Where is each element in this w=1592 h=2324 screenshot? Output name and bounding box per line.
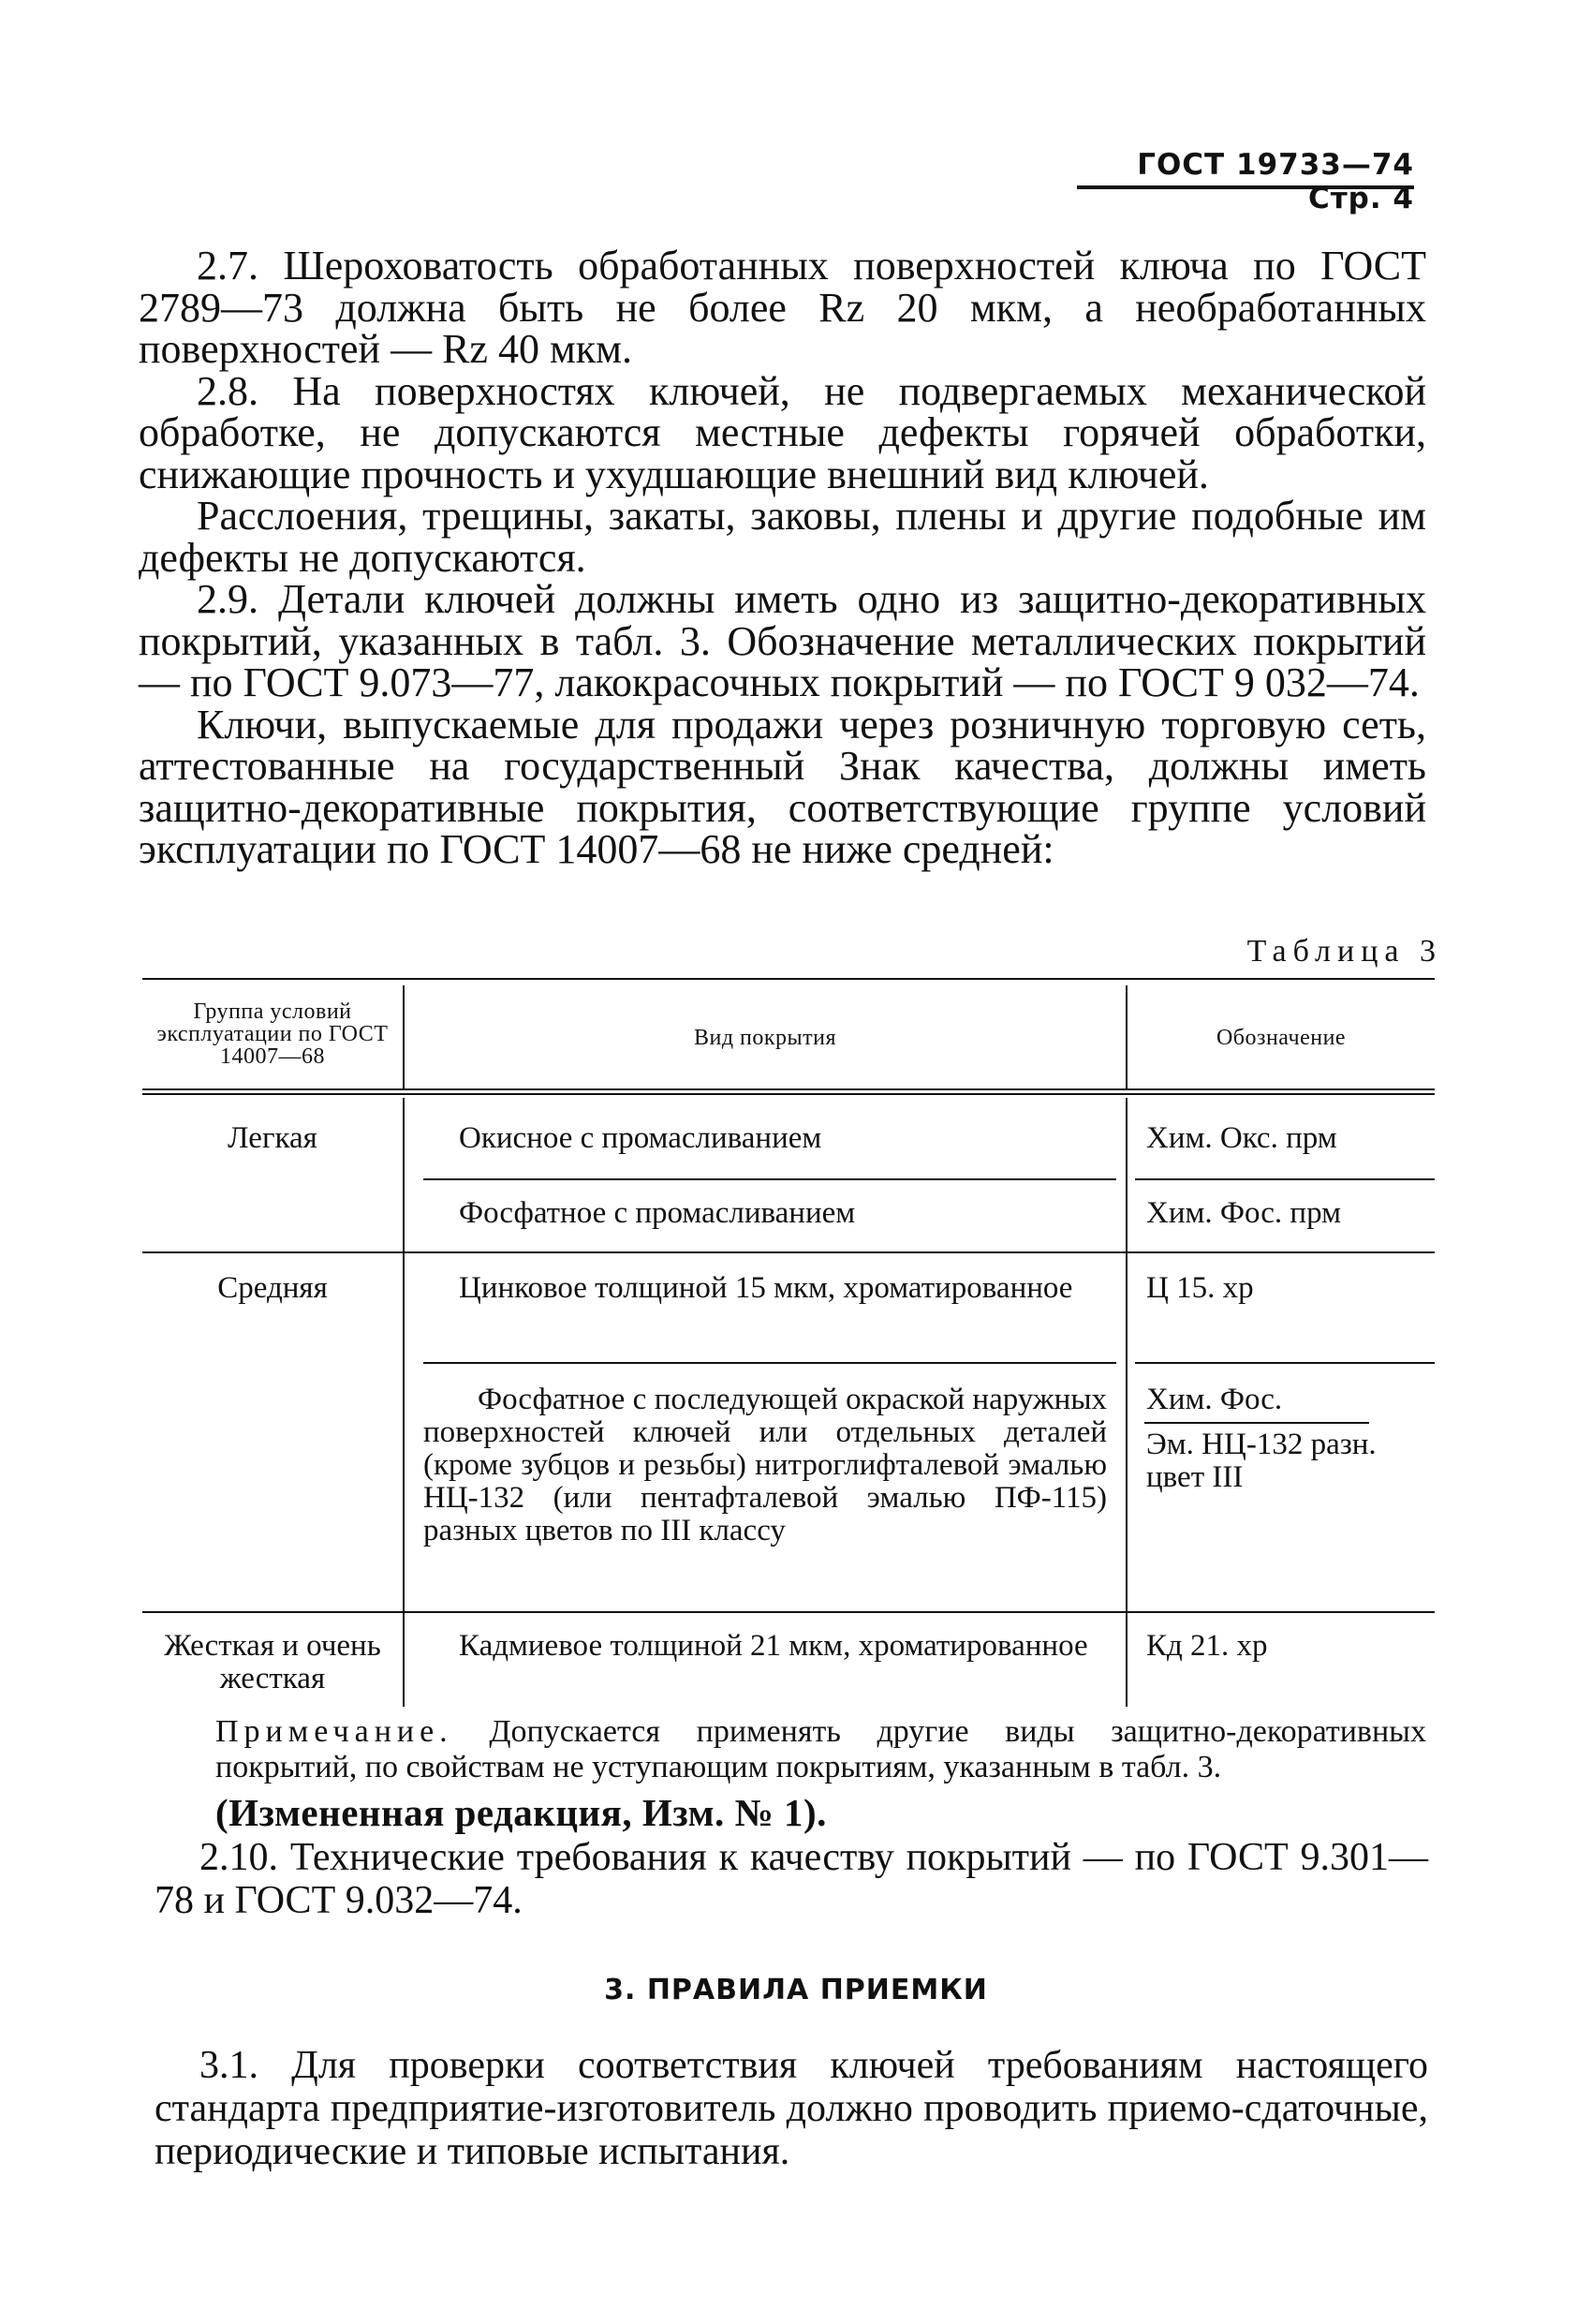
table-note xyxy=(215,1714,1426,1785)
row-separator-2 xyxy=(142,1251,1435,1253)
designation-inner-rule xyxy=(1144,1422,1369,1424)
table-caption: Таблица 3 xyxy=(1246,934,1442,969)
row-light2-designation: Хим. Фос. прм xyxy=(1146,1196,1341,1230)
paragraph-3-1: 3.1. Для проверки соответствия ключей требованиям настоящего стандарта предприятие-изготовитель должно проводить приемо-сдаточные, периодические и типовые испытания. xyxy=(155,2044,1428,2173)
paragraph-2-8-continued: Расслоения, трещины, закаты, заковы, плены и другие подобные им дефекты не допускаются. xyxy=(139,493,1426,581)
row-medium2-designation-b: Эм. НЦ-132 разн. цвет III xyxy=(1146,1428,1377,1494)
paragraph-2-8: 2.8. На поверхностях ключей, не подвергаемых механической обработке, не допускаются местные дефекты горячей обработки, снижающие прочность и ухудшающие внешний вид ключей. xyxy=(139,367,1426,497)
column-divider-2 xyxy=(1126,1098,1128,1707)
row-separator-3 xyxy=(423,1362,1116,1364)
paragraph-2-10: 2.10. Технические требования к качеству покрытий — по ГОСТ 9.301—78 и ГОСТ 9.032—74. xyxy=(155,1836,1428,1922)
coatings-table xyxy=(142,974,1435,1714)
row-hard-coating-text: Кадмиевое толщиной 21 мкм, хроматированное xyxy=(459,1629,1088,1663)
row-medium-designation: Ц 15. хр xyxy=(1146,1271,1254,1305)
note-text: Допускается применять другие виды защитно-декоративных покрытий, по свойствам не уступающим покрытиям, указанным в табл. 3. xyxy=(215,1714,1427,1784)
row-light-designation: Хим. Окс. прм xyxy=(1146,1121,1337,1155)
paragraph-3-1-block xyxy=(155,2044,1428,2173)
row-light-coating: Окисное с промасливанием xyxy=(459,1121,822,1155)
changed-edition: (Измененная редакция, Изм. № 1). xyxy=(215,1791,827,1834)
header-rule xyxy=(1077,185,1414,189)
note-label: Примечание. xyxy=(215,1714,453,1749)
page-header: ГОСТ 19733—74 Стр. 4 xyxy=(1137,148,1414,215)
row-separator-3b xyxy=(1135,1362,1435,1364)
header-coating: Вид покрытия xyxy=(693,1026,837,1050)
table-header-rule-double xyxy=(142,1093,1435,1095)
paragraph-2-7: 2.7. Шероховатость обработанных поверхностей ключа по ГОСТ 2789—73 должна быть не более Rz 20 мкм, а необработанных поверхностей — Rz 40 мкм. xyxy=(139,243,1426,372)
header-designation: Обозначение xyxy=(1216,1026,1347,1050)
row-medium2-coating xyxy=(423,1384,1107,1547)
row-hard-coating xyxy=(423,1630,1107,1663)
section-3-heading: 3. ПРАВИЛА ПРИЕМКИ xyxy=(604,1974,988,2006)
row-separator-4 xyxy=(142,1611,1435,1613)
row-light2-coating: Фосфатное с промасливанием xyxy=(459,1196,856,1230)
paragraph-2-9-continued: Ключи, выпускаемые для продажи через розничную торговую сеть, аттестованные на государственный Знак качества, должны иметь защитно-декоративные покрытия, соответствующие группе условий эксплуатации по ГОСТ 14007—68 не ниже средней: xyxy=(139,701,1426,872)
row-medium-coating-text: Цинковое толщиной 15 мкм, хроматированное xyxy=(459,1271,1073,1305)
row-hard-group: Жесткая и очень жесткая xyxy=(164,1629,381,1695)
row-medium2-designation-a: Хим. Фос. xyxy=(1146,1383,1283,1416)
paragraph-2-10-block xyxy=(155,1836,1428,1922)
header-group: Группа условий эксплуатации по ГОСТ 14007—68 xyxy=(156,999,389,1069)
paragraph-2-9: 2.9. Детали ключей должны иметь одно из защитно-декоративных покрытий, указанных в табл. 3. Обозначение металлических покрытий — по ГОСТ 9.073—77, лакокрасочных покрытий — по ГОСТ 9 032—74. xyxy=(139,576,1426,705)
column-divider-1 xyxy=(403,1098,405,1707)
row-separator-1b xyxy=(1135,1178,1435,1180)
table-top-rule xyxy=(142,978,1435,980)
body-section-2 xyxy=(139,245,1426,871)
row-medium-coating xyxy=(423,1272,1107,1305)
row-medium2-coating-text: Фосфатное с последующей окраской наружных поверхностей ключей или отдельных деталей (кроме зубцов и резьбы) нитроглифталевой эмалью НЦ-132 (или пентафталевой эмалью ПФ-115) разных цветов по III классу xyxy=(423,1383,1107,1547)
row-light-group: Легкая xyxy=(228,1121,317,1155)
row-medium-group: Средняя xyxy=(217,1271,328,1305)
table-header-rule xyxy=(142,1088,1435,1090)
row-separator-1 xyxy=(423,1178,1116,1180)
row-hard-designation: Кд 21. хр xyxy=(1146,1629,1268,1663)
